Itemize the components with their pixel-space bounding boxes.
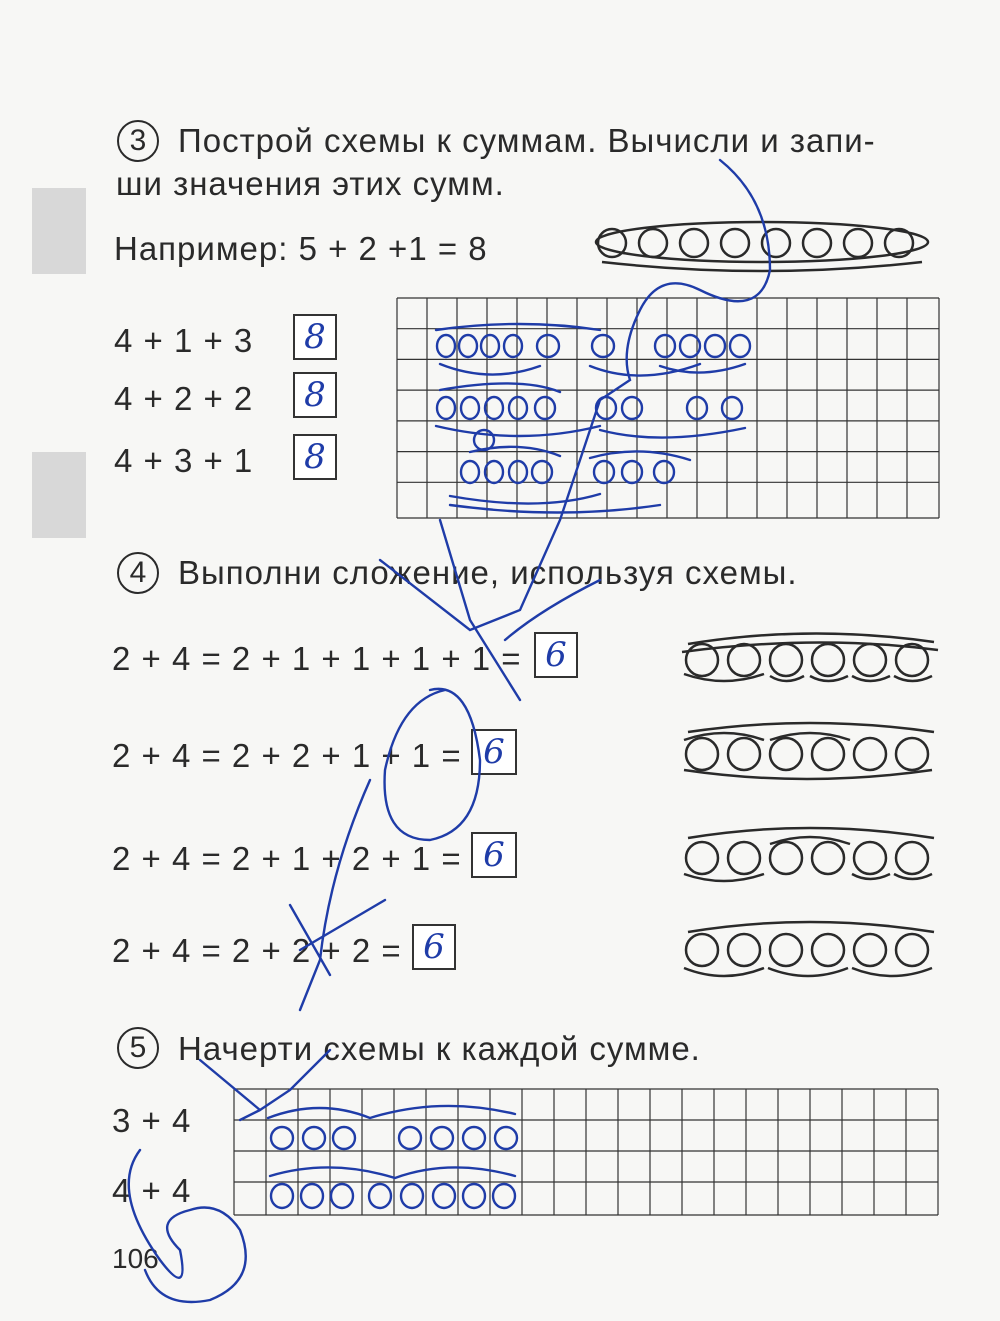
task5-row2-expr: 4 + 4 [112, 1172, 192, 1209]
task4-number: 4 [117, 552, 159, 594]
task3-text-line1: Построй схемы к суммам. Вычисли и запи- [178, 122, 876, 159]
bleed-tab-top [32, 188, 86, 274]
task3-row1-expr: 4 + 1 + 3 [114, 322, 254, 359]
task3-row3-answer-box[interactable]: 8 [293, 434, 337, 480]
task3-row2-expr: 4 + 2 + 2 [114, 380, 254, 417]
task5-text: Начерти схемы к каждой сумме. [178, 1030, 701, 1067]
task4-row2-scheme [676, 716, 942, 788]
task4-row4-answer-box[interactable]: 6 [412, 924, 456, 970]
task3-row2-answer-box[interactable]: 8 [293, 372, 337, 418]
task4-row3-answer-box[interactable]: 6 [471, 832, 517, 878]
task3-row1-answer-box[interactable]: 8 [293, 314, 337, 360]
task3-example: Например: 5 + 2 +1 = 8 [114, 230, 488, 267]
page-number: 106 [112, 1243, 159, 1274]
task5-drawing-grid[interactable] [233, 1088, 939, 1216]
task4-row2-answer-box[interactable]: 6 [471, 729, 517, 775]
task4-row1-answer-box[interactable]: 6 [534, 632, 578, 678]
task3-example-scheme [590, 218, 940, 282]
task4-row4-expr: 2 + 4 = 2 + 2 + 2 = [112, 932, 402, 969]
task3-drawing-grid[interactable] [396, 297, 940, 519]
task4-row1-scheme [676, 622, 942, 694]
task3-number: 3 [117, 120, 159, 162]
task5-row1-expr: 3 + 4 [112, 1102, 192, 1139]
task3-text-line2: ши значения этих сумм. [116, 165, 505, 202]
task4-row2-expr: 2 + 4 = 2 + 2 + 1 + 1 = [112, 737, 462, 774]
task4-row3-scheme [676, 820, 942, 892]
task4-text: Выполни сложение, используя схемы. [178, 554, 798, 591]
task3-row3-expr: 4 + 3 + 1 [114, 442, 254, 479]
bleed-tab-bottom [32, 452, 86, 538]
task5-number: 5 [117, 1027, 159, 1069]
task4-row1-expr: 2 + 4 = 2 + 1 + 1 + 1 + 1 = [112, 640, 522, 677]
task4-row4-scheme [676, 912, 942, 992]
task4-row3-expr: 2 + 4 = 2 + 1 + 2 + 1 = [112, 840, 462, 877]
